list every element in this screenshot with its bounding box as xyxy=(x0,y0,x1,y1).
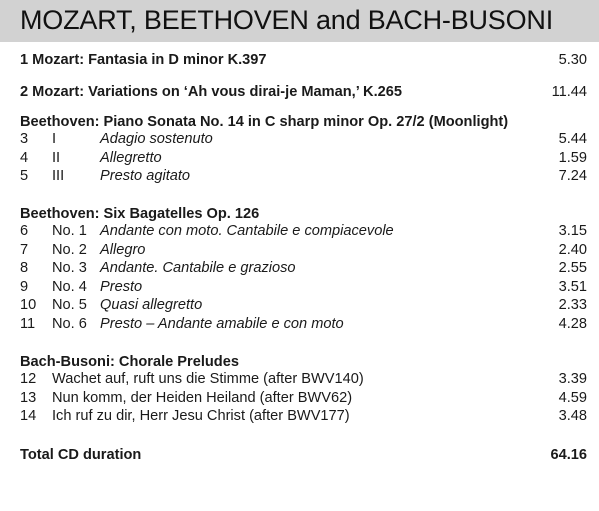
track-row xyxy=(0,390,599,409)
track-duration: 4.28 xyxy=(558,316,587,332)
track-title: Wachet auf, ruft uns die Stimme (after BWV140) xyxy=(52,371,364,387)
track-number: 7 xyxy=(20,241,29,258)
movement-number: III xyxy=(52,168,65,185)
track-duration: 3.48 xyxy=(558,408,587,425)
track-row xyxy=(0,408,599,427)
track-number: 12 xyxy=(20,371,37,387)
track-row xyxy=(0,260,599,279)
track-row xyxy=(0,371,599,390)
track-title: Andante. Cantabile e grazioso xyxy=(100,260,296,277)
track-number: 14 xyxy=(20,408,37,425)
section-heading: 2 Mozart: Variations on ‘Ah vous dirai-je Maman,’ K.265 xyxy=(20,84,402,100)
movement-number: No. 5 xyxy=(52,297,87,314)
track-duration: 4.59 xyxy=(558,389,587,406)
track-title: Presto – Andante amabile e con moto xyxy=(100,316,344,332)
track-duration: 5.30 xyxy=(558,52,587,68)
track-duration: 3.39 xyxy=(558,371,587,387)
track-row xyxy=(0,279,599,298)
movement-number: I xyxy=(52,131,57,147)
track-duration: 5.44 xyxy=(558,131,587,147)
track-duration: 2.40 xyxy=(558,241,587,258)
section-heading: Beethoven: Piano Sonata No. 14 in C sharp minor Op. 27/2 (Moonlight) xyxy=(20,114,509,130)
section-heading: 1 Mozart: Fantasia in D minor K.397 xyxy=(20,52,267,68)
track-title: Presto xyxy=(100,278,143,295)
track-duration: 7.24 xyxy=(558,168,587,185)
section-heading: Total CD duration xyxy=(20,447,142,463)
movement-number: No. 4 xyxy=(52,278,87,295)
track-row xyxy=(0,297,599,316)
track-number: 9 xyxy=(20,278,29,295)
track-duration: 1.59 xyxy=(558,149,587,166)
track-duration: 11.44 xyxy=(551,84,587,100)
track-title: Allegretto xyxy=(100,149,162,166)
total-duration: 64.16 xyxy=(550,447,587,463)
track-number: 3 xyxy=(20,131,29,147)
track-title: Nun komm, der Heiden Heiland (after BWV62) xyxy=(52,389,353,406)
track-title: Quasi allegretto xyxy=(100,297,203,314)
track-row xyxy=(0,168,599,187)
track-title: Presto agitato xyxy=(100,168,191,185)
section-heading: Beethoven: Six Bagatelles Op. 126 xyxy=(20,206,260,222)
track-title: Allegro xyxy=(100,241,146,258)
track-number: 6 xyxy=(20,223,29,239)
track-number: 11 xyxy=(20,316,36,332)
track-number: 8 xyxy=(20,260,29,277)
movement-number: No. 2 xyxy=(52,241,87,258)
movement-number: No. 6 xyxy=(52,316,87,332)
track-number: 13 xyxy=(20,389,37,406)
track-title: Adagio sostenuto xyxy=(100,131,213,147)
movement-number: II xyxy=(52,149,61,166)
track-title: Ich ruf zu dir, Herr Jesu Christ (after BWV177) xyxy=(52,408,350,425)
section-heading: Bach-Busoni: Chorale Preludes xyxy=(20,354,239,370)
track-number: 5 xyxy=(20,168,29,185)
track-duration: 2.33 xyxy=(558,297,587,314)
track-row xyxy=(0,223,599,242)
track-row xyxy=(0,242,599,261)
track-duration: 3.15 xyxy=(558,223,587,239)
track-number: 4 xyxy=(20,149,29,166)
page-title: MOZART, BEETHOVEN and BACH-BUSONI xyxy=(20,5,554,35)
track-duration: 3.51 xyxy=(558,278,587,295)
track-row xyxy=(0,316,599,335)
track-row xyxy=(0,131,599,150)
movement-number: No. 1 xyxy=(52,223,87,239)
movement-number: No. 3 xyxy=(52,260,87,277)
track-number: 10 xyxy=(20,297,37,314)
track-row xyxy=(0,150,599,169)
track-duration: 2.55 xyxy=(558,260,587,277)
track-title: Andante con moto. Cantabile e compiacevole xyxy=(100,223,394,239)
